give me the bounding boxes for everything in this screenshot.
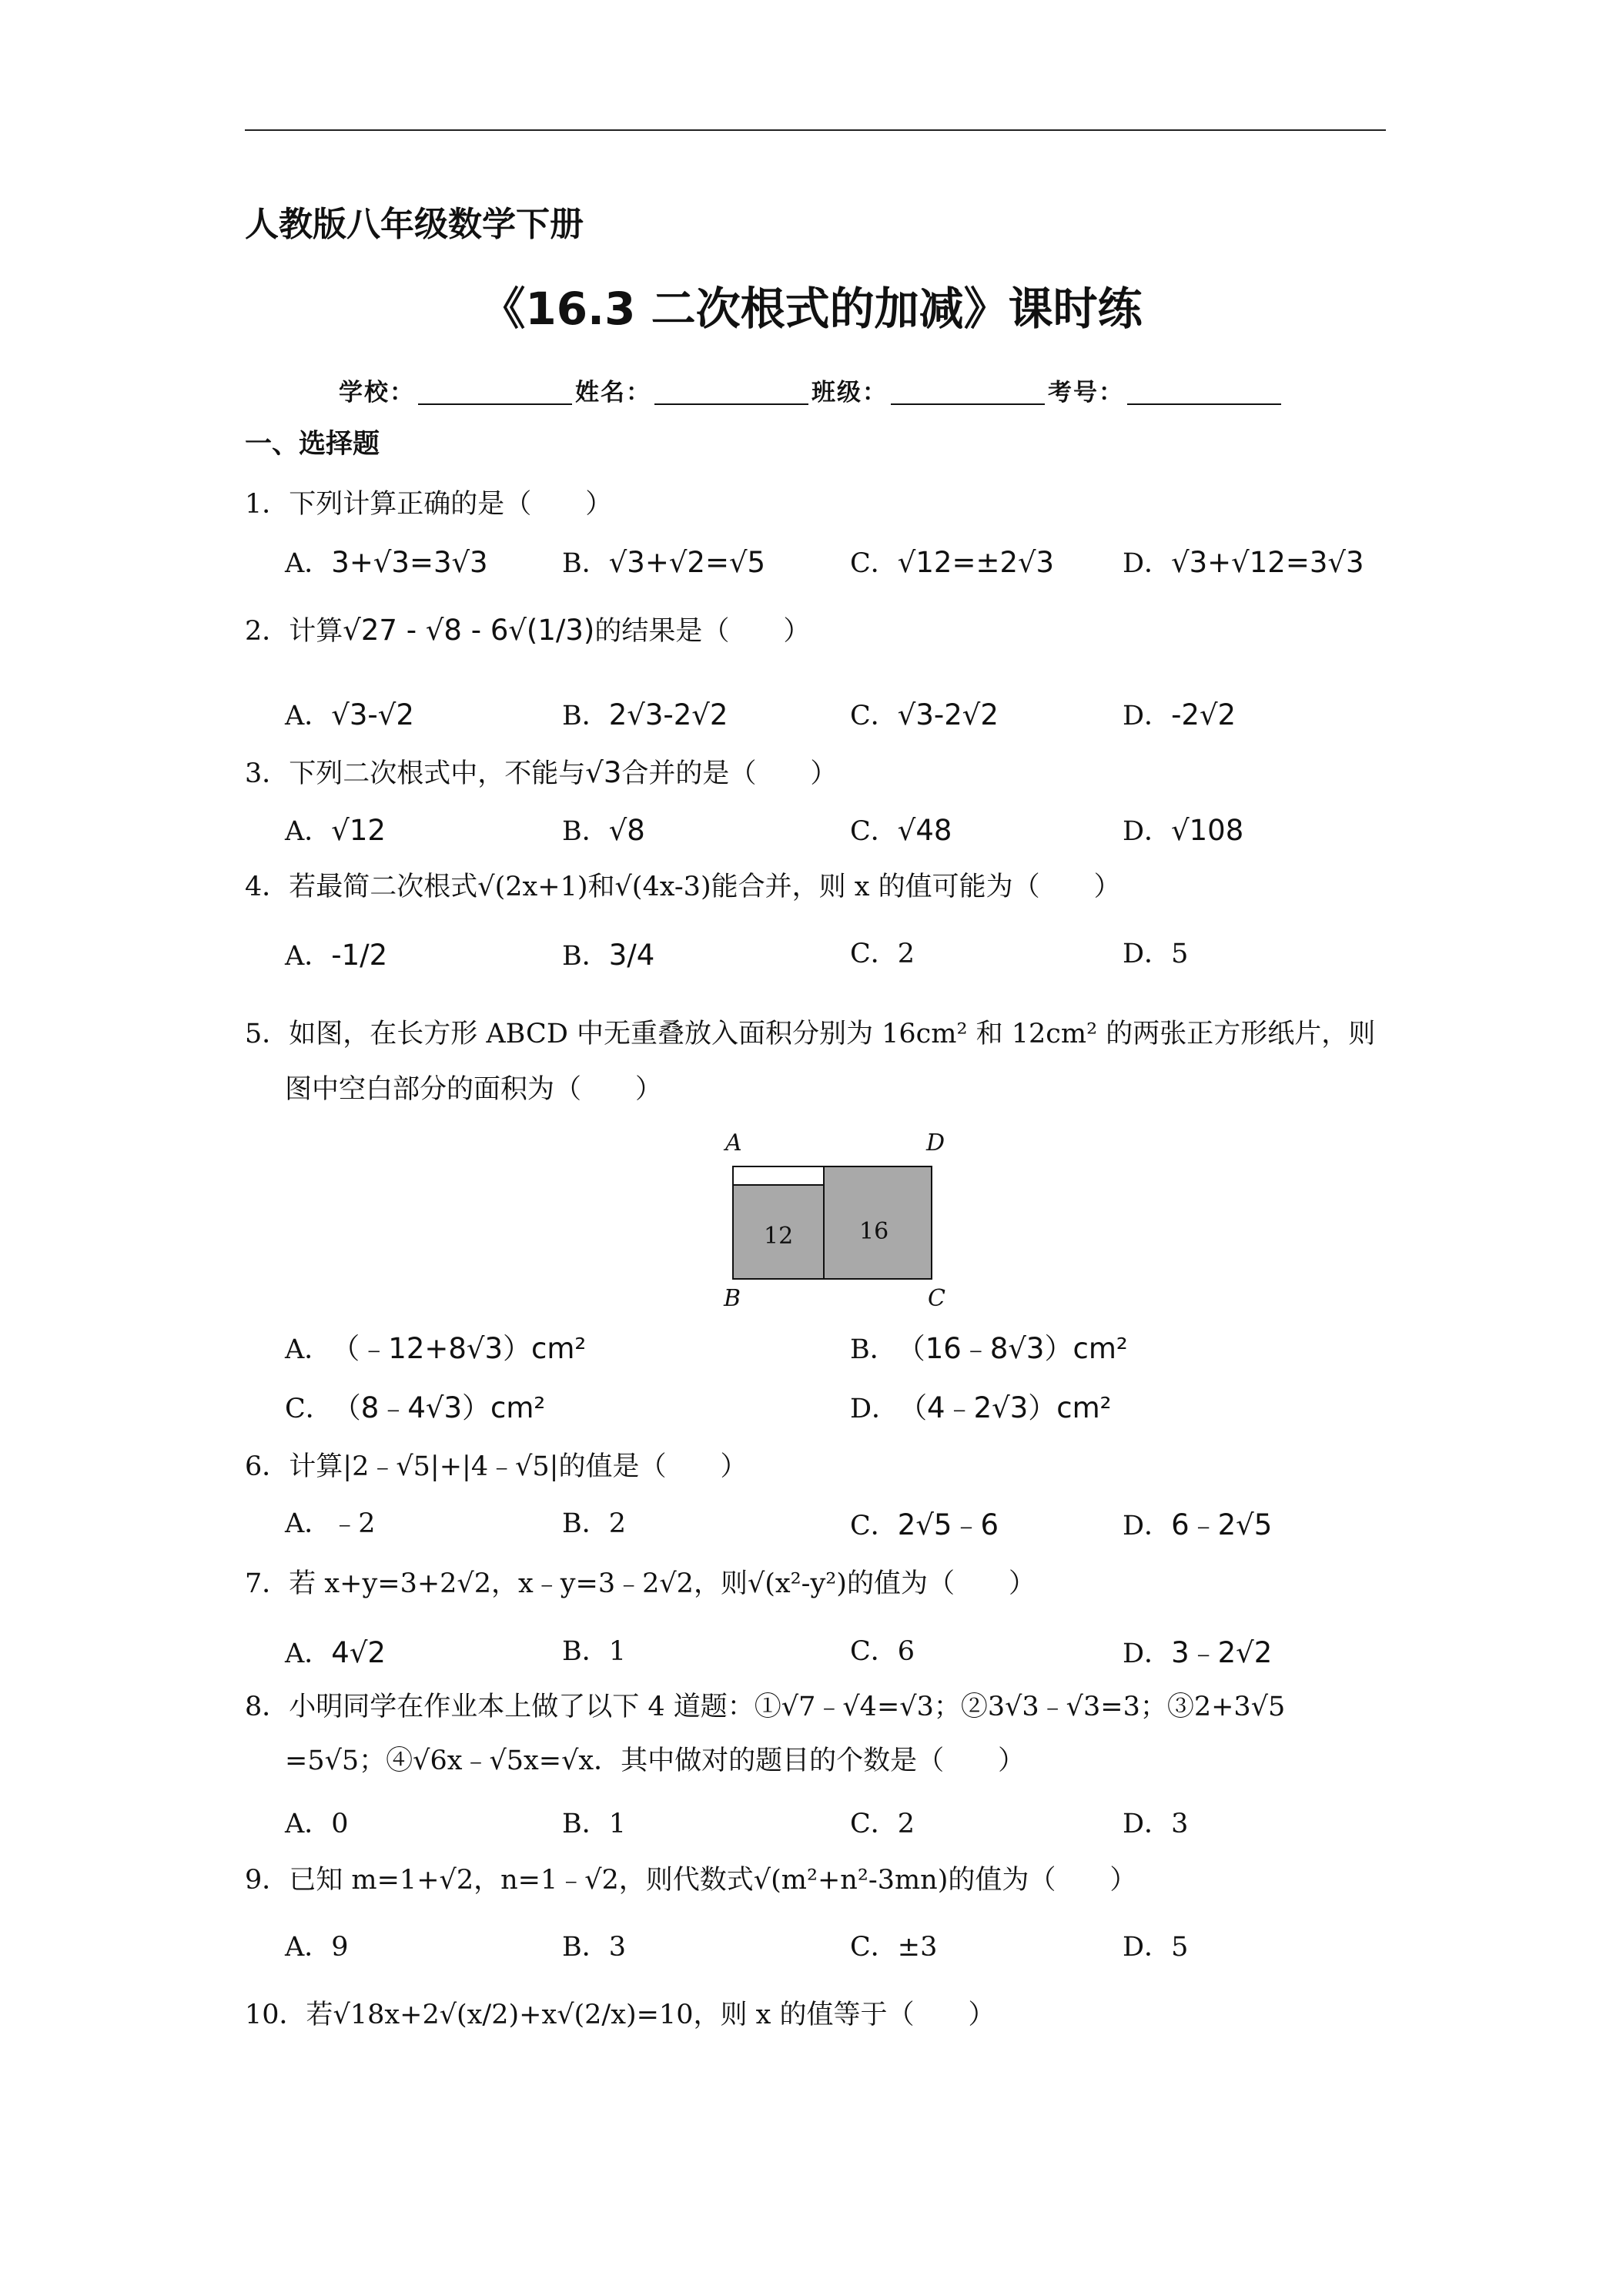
q6-option-a: A．﹣2 bbox=[285, 1508, 376, 1539]
question-7: 7．若 x+y=3+2√2，x﹣y=3﹣2√2，则√(x²-y²)的值为（ ） bbox=[245, 1568, 1036, 1599]
question-2: 2．计算√27 - √8 - 6√(1/3)的结果是（ ） bbox=[245, 614, 811, 647]
subject-heading: 人教版八年级数学下册 bbox=[245, 205, 584, 244]
q3-option-b: B．√8 bbox=[562, 814, 645, 847]
q7-option-a: A．4√2 bbox=[285, 1636, 386, 1669]
label-a: A bbox=[725, 1130, 742, 1156]
q3-option-c: C．√48 bbox=[850, 814, 952, 847]
q4-option-d: D．5 bbox=[1123, 939, 1189, 969]
name-blank[interactable] bbox=[654, 379, 808, 405]
student-info-row bbox=[0, 379, 1623, 405]
rectangle-diagram bbox=[708, 1128, 955, 1313]
q2-expression: √27 - √8 - 6√(1/3) bbox=[343, 614, 595, 647]
question-8: 8．小明同学在作业本上做了以下 4 道题：①√7﹣√4=√3；②3√3﹣√3=3；③2+3√5 bbox=[245, 1692, 1286, 1722]
label-b: B bbox=[724, 1285, 741, 1312]
question-3: 3．下列二次根式中，不能与√3合并的是（ ） bbox=[245, 756, 838, 789]
school-blank[interactable] bbox=[418, 379, 572, 405]
square-12-label: 12 bbox=[764, 1223, 794, 1250]
q7-option-c: C．6 bbox=[850, 1636, 915, 1667]
q8-option-b: B．1 bbox=[562, 1809, 627, 1839]
field-school-label: 学校： bbox=[339, 379, 415, 407]
q5-option-d: D．（4﹣2√3）cm² bbox=[850, 1391, 1112, 1424]
q1-option-c: C．√12=±2√3 bbox=[850, 546, 1055, 579]
q5-option-a: A．（﹣12+8√3）cm² bbox=[285, 1332, 587, 1365]
q5-option-c: C．（8﹣4√3）cm² bbox=[285, 1391, 546, 1424]
field-class-label: 班级： bbox=[812, 379, 888, 407]
field-name-label: 姓名： bbox=[575, 379, 651, 407]
q9-option-d: D．5 bbox=[1123, 1932, 1189, 1963]
question-6: 6．计算|2﹣√5|+|4﹣√5|的值是（ ） bbox=[245, 1451, 748, 1482]
question-8-line2: =5√5；④√6x﹣√5x=√x．其中做对的题目的个数是（ ） bbox=[285, 1745, 1026, 1776]
q9-option-a: A．9 bbox=[285, 1932, 349, 1963]
q7-option-b: B．1 bbox=[562, 1636, 627, 1667]
q2-option-a: A．√3-√2 bbox=[285, 698, 414, 731]
q9-option-c: C．±3 bbox=[850, 1932, 938, 1963]
label-c: C bbox=[928, 1285, 945, 1312]
q9-option-b: B．3 bbox=[562, 1932, 627, 1963]
q8-option-c: C．2 bbox=[850, 1809, 915, 1839]
question-5-line2: 图中空白部分的面积为（ ） bbox=[285, 1074, 663, 1105]
q2-option-c: C．√3-2√2 bbox=[850, 698, 999, 731]
q6-option-c: C．2√5﹣6 bbox=[850, 1508, 999, 1541]
number-blank[interactable] bbox=[1127, 379, 1281, 405]
q5-option-b: B．（16﹣8√3）cm² bbox=[850, 1332, 1128, 1365]
question-5: 5．如图，在长方形 ABCD 中无重叠放入面积分别为 16cm² 和 12cm² 的两张正方形纸片，则 bbox=[245, 1019, 1376, 1049]
question-1: 1．下列计算正确的是（ ） bbox=[245, 489, 613, 520]
q1-option-d: D．√3+√12=3√3 bbox=[1123, 546, 1364, 579]
section-heading: 一、选择题 bbox=[245, 429, 380, 460]
q6-option-d: D．6﹣2√5 bbox=[1123, 1508, 1273, 1541]
page-title: 《16.3 二次根式的加减》课时练 bbox=[480, 283, 1143, 335]
q4-option-c: C．2 bbox=[850, 939, 915, 969]
q3-option-d: D．√108 bbox=[1123, 814, 1244, 847]
field-number-label: 考号： bbox=[1048, 379, 1124, 407]
q2-option-b: B．2√3-2√2 bbox=[562, 698, 728, 731]
q1-option-a: A．3+√3=3√3 bbox=[285, 546, 488, 579]
q1-option-b: B．√3+√2=√5 bbox=[562, 546, 766, 579]
label-d: D bbox=[926, 1130, 945, 1156]
q2-option-d: D．-2√2 bbox=[1123, 698, 1236, 731]
q6-option-b: B．2 bbox=[562, 1508, 627, 1539]
header-rule bbox=[245, 129, 1386, 131]
q8-option-a: A．0 bbox=[285, 1809, 349, 1839]
rectangle-figure bbox=[708, 1128, 955, 1313]
q4-option-a: A．-1/2 bbox=[285, 939, 388, 972]
question-4: 4．若最简二次根式√(2x+1)和√(4x-3)能合并，则 x 的值可能为（ ） bbox=[245, 872, 1121, 902]
q3-option-a: A．√12 bbox=[285, 814, 386, 847]
square-16-label: 16 bbox=[859, 1218, 889, 1245]
class-blank[interactable] bbox=[891, 379, 1045, 405]
question-9: 9．已知 m=1+√2，n=1﹣√2，则代数式√(m²+n²-3mn)的值为（ ） bbox=[245, 1865, 1137, 1896]
q7-option-d: D．3﹣2√2 bbox=[1123, 1636, 1273, 1669]
question-10: 10．若√18x+2√(x/2)+x√(2/x)=10，则 x 的值等于（ ） bbox=[245, 2000, 996, 2030]
q4-option-b: B．3/4 bbox=[562, 939, 655, 972]
q8-option-d: D．3 bbox=[1123, 1809, 1189, 1839]
